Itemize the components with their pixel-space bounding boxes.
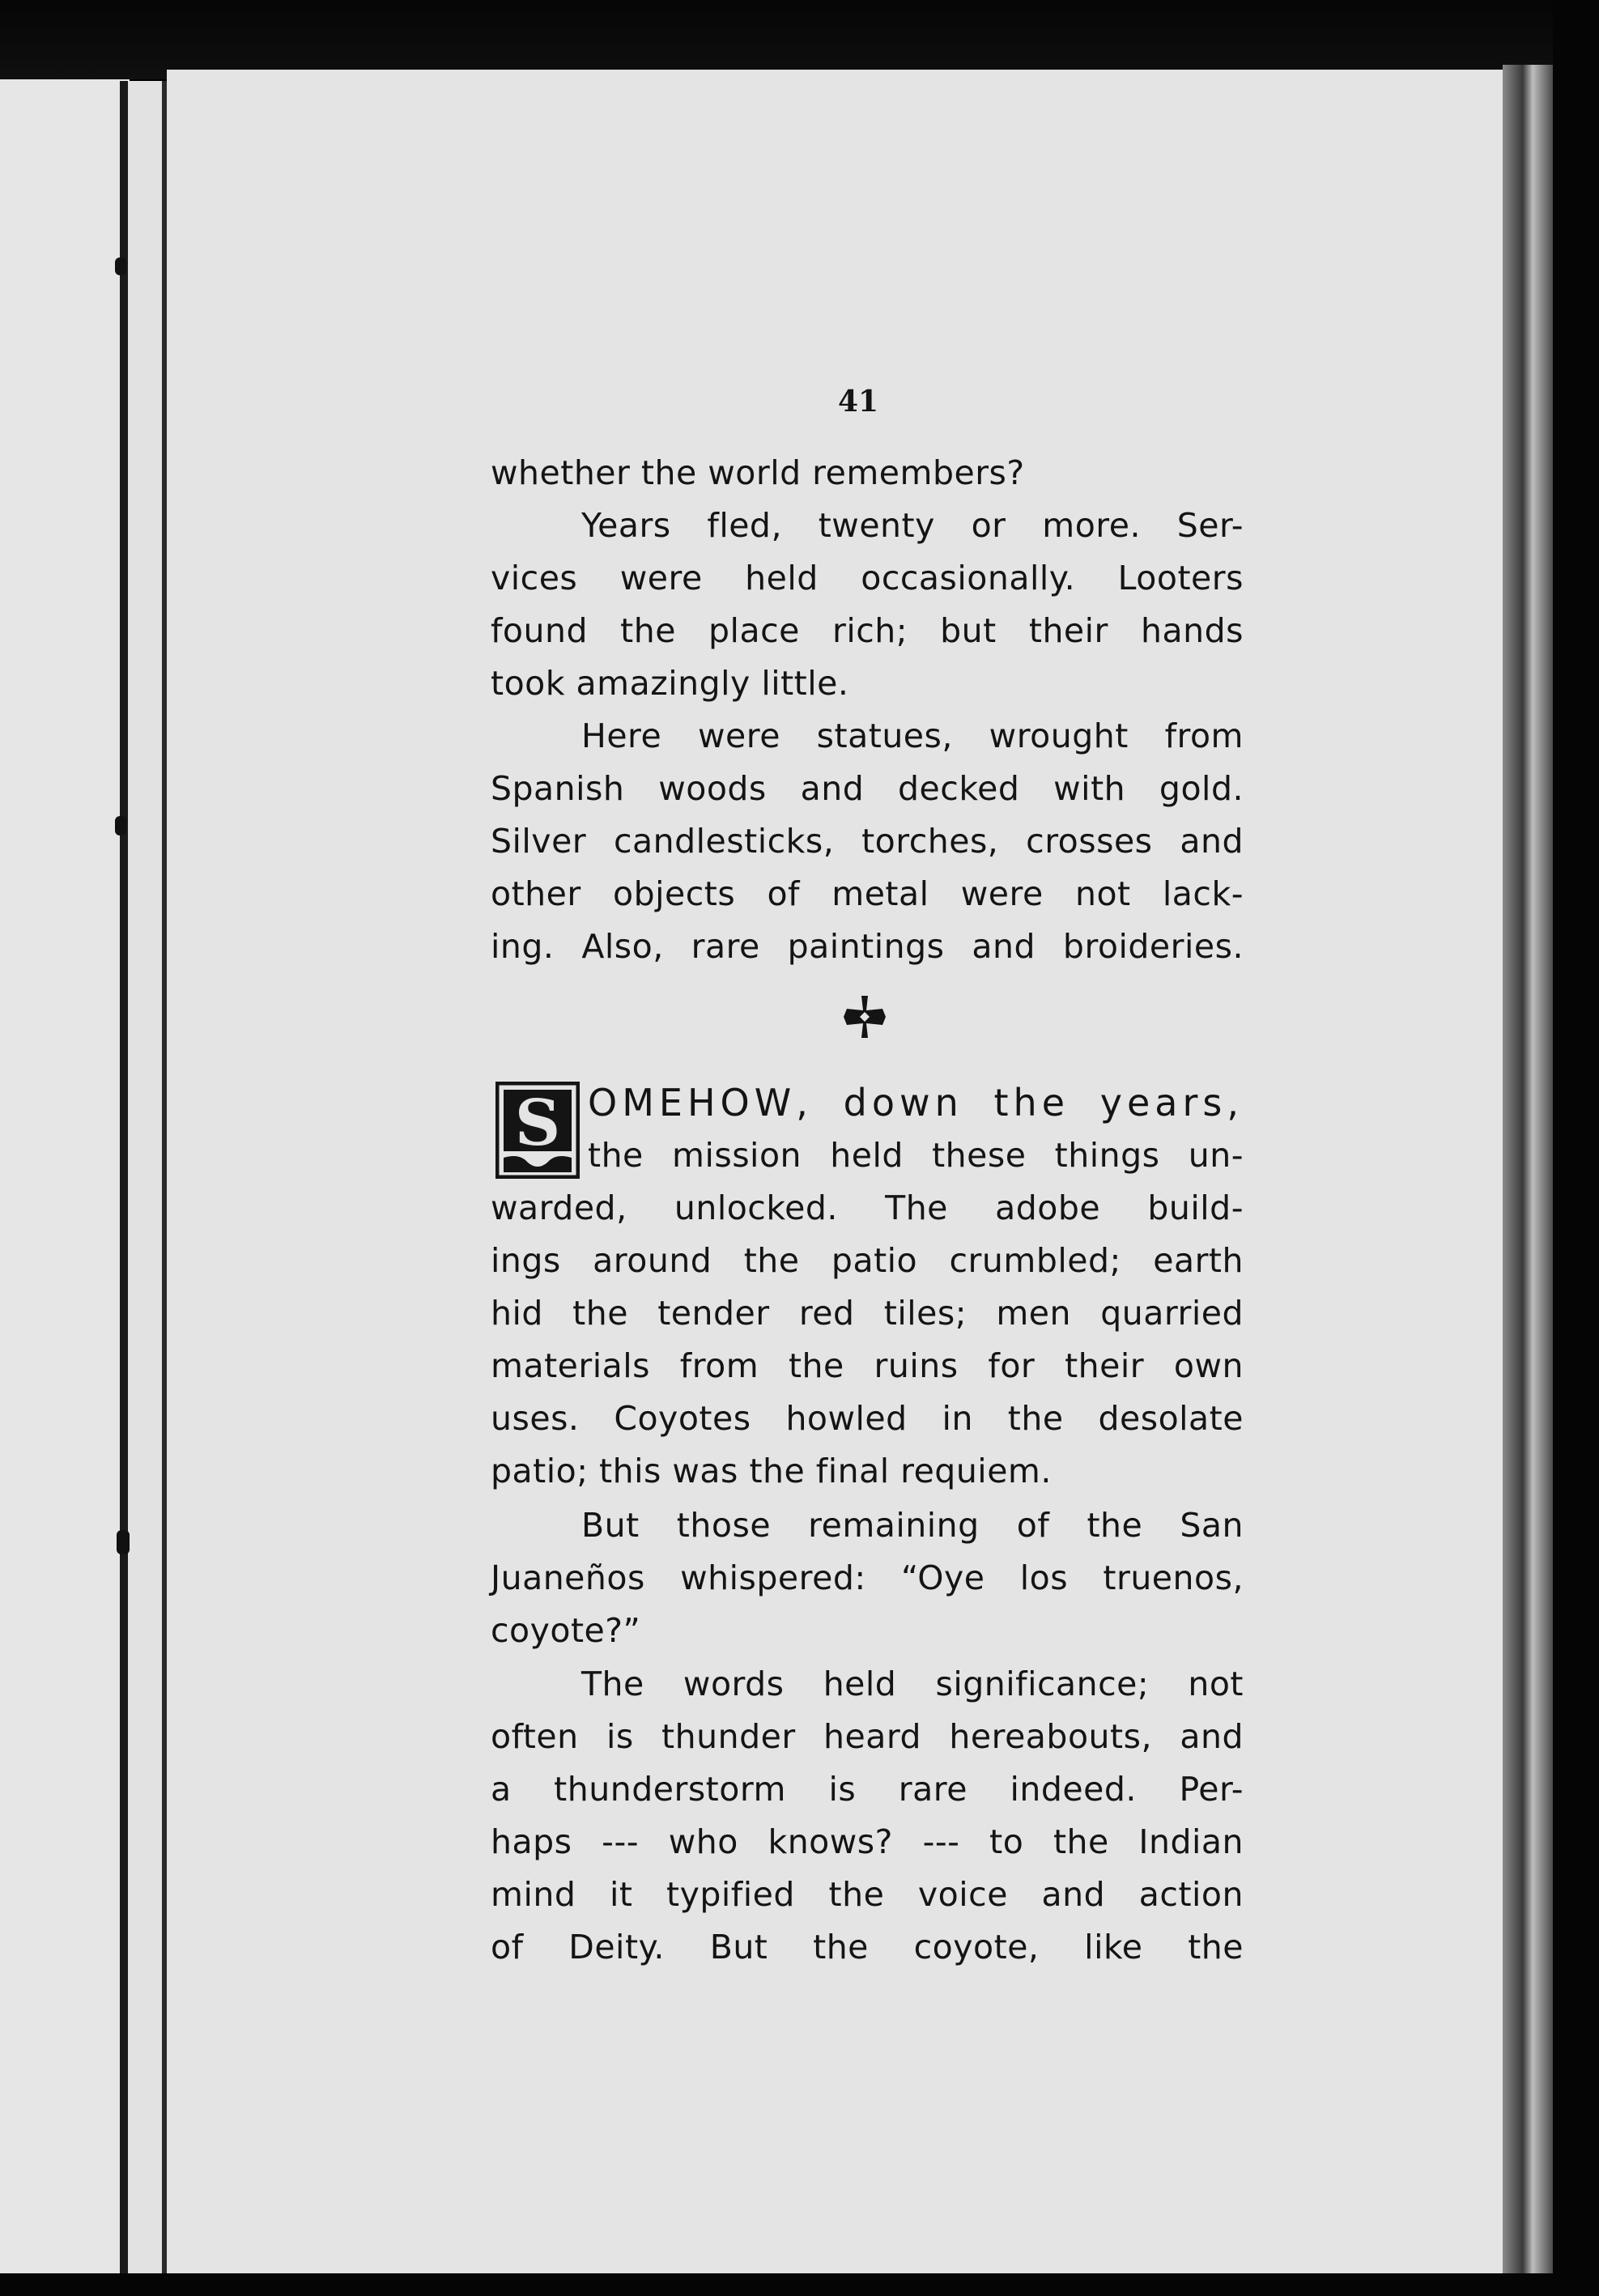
text-line: materials from the ruins for their own [491, 1346, 1244, 1385]
cross-ornament-icon [842, 994, 887, 1040]
text-line: But those remaining of the San [581, 1506, 1244, 1545]
text-line: a thunderstorm is rare indeed. Per- [491, 1770, 1244, 1809]
drop-cap-letter: S [514, 1086, 561, 1160]
text-line: vices were held occasionally. Looters [491, 559, 1244, 597]
text-line: Years fled, twenty or more. Ser- [581, 506, 1244, 545]
paragraph-thunder [491, 1658, 1244, 1974]
spine-line [120, 81, 128, 2275]
text-line: took amazingly little. [491, 664, 849, 703]
text-line: warded, unlocked. The adobe build- [491, 1188, 1244, 1227]
left-page-edge [0, 79, 130, 2275]
paragraph-somehow-opening [588, 1077, 1244, 1182]
text-line: ing. Also, rare paintings and broideries. [491, 927, 1244, 966]
text-line: whether the world remembers? [491, 453, 1025, 492]
text-line: the mission held these things un- [588, 1136, 1244, 1175]
text-line: The words held significance; not [581, 1665, 1244, 1703]
text-line [588, 1077, 1244, 1129]
paragraph-statues [491, 710, 1244, 973]
text-line: of Deity. But the coyote, like the [491, 1928, 1244, 1966]
small-caps-lead: OMEHOW, down the years, [588, 1081, 1244, 1125]
book-gutter [128, 81, 162, 2275]
text-line: uses. Coyotes howled in the desolate [491, 1399, 1244, 1438]
text-line: Here were statues, wrought from [581, 716, 1244, 755]
paragraph-continuation [491, 447, 1090, 500]
page-number: 41 [837, 385, 879, 419]
text-line: patio; this was the final requiem. [491, 1452, 1052, 1490]
text-line: hid the tender red tiles; men quarried [491, 1294, 1244, 1333]
binding-mark [115, 257, 126, 275]
text-line: found the place rich; but their hands [491, 611, 1244, 650]
paragraph-years-fled [491, 500, 1244, 710]
scan-right-border [1553, 0, 1599, 2296]
text-line: mind it typified the voice and action [491, 1875, 1244, 1914]
text-line: ings around the patio crumbled; earth [491, 1241, 1244, 1280]
binding-mark [117, 1530, 130, 1554]
text-line: coyote?” [491, 1611, 641, 1650]
scan-bottom-border [0, 2273, 1599, 2296]
page-stack-edge [1503, 65, 1553, 2275]
text-line: Silver candlesticks, torches, crosses and [491, 822, 1244, 861]
text-line: Juaneños whispered: “Oye los truenos, [491, 1558, 1244, 1597]
paragraph-somehow-body [491, 1182, 1244, 1498]
text-line: often is thunder heard hereabouts, and [491, 1717, 1244, 1756]
text-line: haps --- who knows? --- to the Indian [491, 1822, 1244, 1861]
binding-mark [115, 816, 126, 835]
text-line: Spanish woods and decked with gold. [491, 769, 1244, 808]
paragraph-juanenos [491, 1499, 1244, 1657]
text-line: other objects of metal were not lack- [491, 874, 1244, 913]
scan-top-border [0, 0, 1599, 79]
drop-cap-s-icon [495, 1082, 580, 1179]
